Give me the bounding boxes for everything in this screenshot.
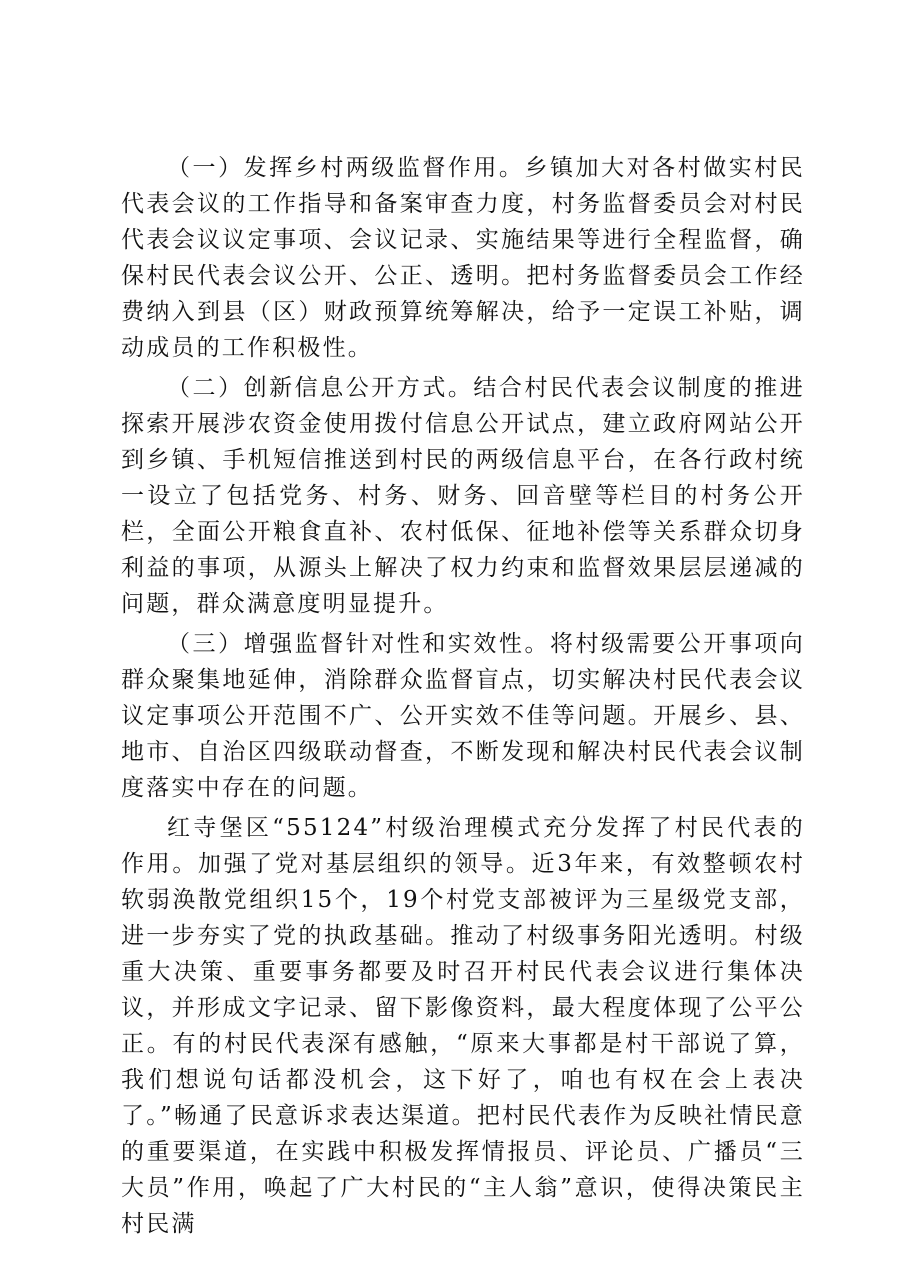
document-body (121, 150, 805, 1246)
paragraph-3: （三）增强监督针对性和实效性。将村级需要公开事项向群众聚集地延伸，消除群众监督盲点，切实解决村民代表会议议定事项公开范围不广、公开实效不佳等问题。开展乡、县、地市、自治区四级联动督查，不断发现和解决村民代表会议制度落实中存在的问题。 (121, 631, 805, 801)
paragraph-1: （一）发挥乡村两级监督作用。乡镇加大对各村做实村民代表会议的工作指导和备案审查力度，村务监督委员会对村民代表会议议定事项、会议记录、实施结果等进行全程监督，确保村民代表会议公开、公正、透明。把村务监督委员会工作经费纳入到县（区）财政预算统筹解决，给予一定误工补贴，调动成员的工作积极性。 (121, 155, 805, 361)
paragraph-4: 红寺堡区“55124”村级治理模式充分发挥了村民代表的作用。加强了党对基层组织的领导。近3年来，有效整顿农村软弱涣散党组织15个，19个村党支部被评为三星级党支部，进一步夯实了党的执政基础。推动了村级事务阳光透明。村级重大决策、重要事务都要及时召开村民代表会议进行集体决议，并形成文字记录、留下影像资料，最大程度体现了公平公正。有的村民代表深有感触，“原来大事都是村干部说了算，我们想说句话都没机会，这下好了，咱也有权在会上表决了。”畅通了民意诉求表达渠道。把村民代表作为反映社情民意的重要渠道，在实践中积极发挥情报员、评论员、广播员“三大员”作用，唤起了广大村民的“主人翁”意识，使得决策民主村民满 (121, 815, 805, 1237)
paragraph-2: （二）创新信息公开方式。结合村民代表会议制度的推进探索开展涉农资金使用拨付信息公开试点，建立政府网站公开到乡镇、手机短信推送到村民的两级信息平台，在各行政村统一设立了包括党务、村务、财务、回音壁等栏目的村务公开栏，全面公开粮食直补、农村低保、征地补偿等关系群众切身利益的事项，从源头上解决了权力约束和监督效果层层递减的问题，群众满意度明显提升。 (121, 375, 805, 617)
